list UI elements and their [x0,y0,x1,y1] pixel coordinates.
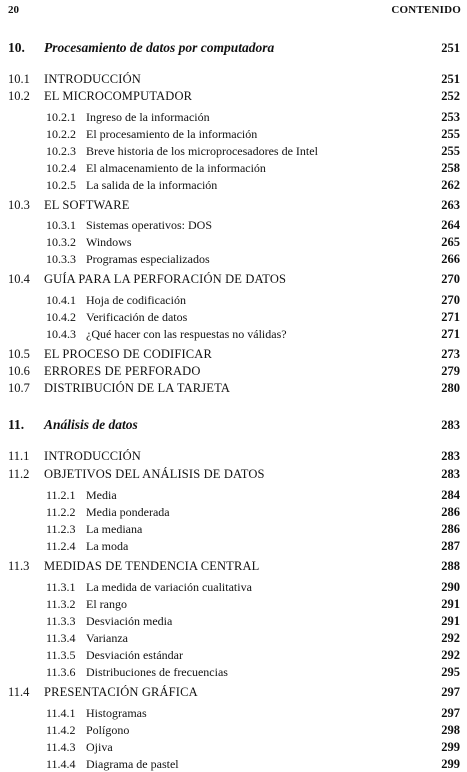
toc-entry-title: Sistemas operativos: DOS [86,218,212,232]
toc-entry-title: EL MICROCOMPUTADOR [44,89,193,103]
toc-sub-row [0,487,467,503]
toc-section-row [0,71,467,87]
toc-sub-row [0,251,467,267]
toc-entry-page: 298 [441,723,460,737]
toc-entry-number: 11.3.5 [46,648,76,662]
toc-entry-page: 291 [441,614,460,628]
toc-entry-title: Media [86,488,117,502]
toc-sub-row [0,647,467,663]
toc-chapter-row [0,417,467,433]
toc-sub-row [0,177,467,193]
toc-entry-number: 10.2 [8,89,30,103]
toc-entry-number: 10.4.2 [46,310,76,324]
toc-entry-number: 10.2.4 [46,161,76,175]
toc-entry-page: 266 [441,252,460,266]
toc-entry-page: 265 [441,235,460,249]
toc-entry-title: El almacenamiento de la información [86,161,266,175]
toc-section-row [0,88,467,104]
toc-entry-title: Diagrama de pastel [86,757,179,771]
toc-entry-number: 11.3.6 [46,665,76,679]
toc-entry-title: Desviación media [86,614,173,628]
toc-section-row [0,448,467,464]
toc-entry-title: La moda [86,539,129,553]
toc-entry-page: 283 [441,418,460,432]
toc-sub-row [0,739,467,755]
toc-sub-row [0,521,467,537]
toc-entry-page: 288 [441,559,460,573]
toc-entry-page: 251 [441,72,460,86]
toc-sub-row [0,234,467,250]
toc-entry-title: INTRODUCCIÓN [44,449,141,463]
toc-entry-title: PRESENTACIÓN GRÁFICA [44,685,198,699]
toc-entry-title: La salida de la información [86,178,218,192]
toc-entry-title: El rango [86,597,127,611]
toc-sub-row [0,664,467,680]
toc-section-row [0,363,467,379]
toc-entry-number: 11.4.3 [46,740,76,754]
toc-section-row [0,346,467,362]
toc-entry-number: 11.3.4 [46,631,76,645]
toc-entry-title: Hoja de codificación [86,293,186,307]
toc-entry-title: Media ponderada [86,505,170,519]
toc-entry-number: 11.4 [8,685,30,699]
toc-entry-title: Desviación estándar [86,648,183,662]
toc-entry-page: 290 [441,580,460,594]
toc-entry-title: MEDIDAS DE TENDENCIA CENTRAL [44,559,260,573]
toc-entry-number: 11.3.2 [46,597,76,611]
toc-sub-row [0,630,467,646]
toc-entry-page: 253 [441,110,460,124]
toc-section-row [0,558,467,574]
toc-entry-number: 11.2.2 [46,505,76,519]
toc-entry-title: ¿Qué hacer con las respuestas no válidas? [86,327,287,341]
toc-sub-row [0,722,467,738]
toc-entry-page: 292 [441,631,460,645]
toc-entry-number: 10.2.1 [46,110,76,124]
toc-entry-number: 10.5 [8,347,30,361]
page-number: 20 [8,4,19,16]
toc-entry-title: EL SOFTWARE [44,198,130,212]
toc-entry-page: 279 [441,364,460,378]
toc-entry-number: 10.1 [8,72,30,86]
toc-entry-page: 252 [441,89,460,103]
toc-sub-row [0,538,467,554]
toc-sub-row [0,109,467,125]
toc-entry-page: 287 [441,539,460,553]
toc-entry-page: 262 [441,178,460,192]
toc-entry-title: INTRODUCCIÓN [44,72,141,86]
toc-entry-page: 297 [441,685,460,699]
toc-entry-number: 10.7 [8,381,30,395]
toc-entry-title: Varianza [86,631,128,645]
toc-sub-row [0,217,467,233]
toc-entry-title: La mediana [86,522,143,536]
toc-sub-row [0,579,467,595]
toc-sub-row [0,613,467,629]
toc-entry-number: 11.4.1 [46,706,76,720]
toc-entry-number: 11.2 [8,467,30,481]
toc-entry-number: 11.3.3 [46,614,76,628]
toc-entry-page: 258 [441,161,460,175]
toc-entry-title: Procesamiento de datos por computadora [44,40,275,55]
toc-entry-number: 11.4.2 [46,723,76,737]
toc-sub-row [0,705,467,721]
toc-chapter-row [0,40,467,56]
toc-entry-page: 297 [441,706,460,720]
toc-entry-title: Histogramas [86,706,147,720]
toc-sub-row [0,160,467,176]
toc-entry-page: 299 [441,740,460,754]
toc-sub-row [0,756,467,772]
toc-entry-page: 299 [441,757,460,771]
toc-entry-number: 10.6 [8,364,30,378]
toc-sub-row [0,504,467,520]
toc-entry-number: 10.3 [8,198,30,212]
toc-entry-title: El procesamiento de la información [86,127,258,141]
toc-entry-number: 11. [8,417,25,432]
running-title: CONTENIDO [391,4,461,16]
page-header [8,4,461,20]
toc-entry-number: 10.2.3 [46,144,76,158]
toc-entry-number: 10.3.3 [46,252,76,266]
toc-sub-row [0,292,467,308]
toc-sub-row [0,126,467,142]
toc-entry-page: 292 [441,648,460,662]
toc-entry-title: Verificación de datos [86,310,188,324]
toc-entry-page: 263 [441,198,460,212]
toc-section-row [0,466,467,482]
toc-entry-number: 10.2.2 [46,127,76,141]
toc-sub-row [0,143,467,159]
toc-entry-page: 270 [441,293,460,307]
toc-entry-page: 291 [441,597,460,611]
toc-entry-title: OBJETIVOS DEL ANÁLISIS DE DATOS [44,467,265,481]
toc-entry-title: La medida de variación cualitativa [86,580,252,594]
toc-entry-page: 286 [441,522,460,536]
toc-entry-number: 10.4.3 [46,327,76,341]
toc-entry-title: Análisis de datos [44,417,138,432]
toc-entry-page: 273 [441,347,460,361]
toc-entry-page: 271 [441,310,460,324]
toc-entry-page: 271 [441,327,460,341]
toc-entry-number: 11.2.4 [46,539,76,553]
toc-entry-number: 10.3.1 [46,218,76,232]
toc-entry-number: 11.2.3 [46,522,76,536]
toc-entry-title: Breve historia de los microprocesadores de Intel [86,144,318,158]
toc-entry-number: 10.2.5 [46,178,76,192]
toc-entry-number: 11.2.1 [46,488,76,502]
toc-entry-number: 11.4.4 [46,757,76,771]
toc-entry-title: Programas especializados [86,252,210,266]
toc-entry-page: 280 [441,381,460,395]
toc-section-row [0,380,467,396]
toc-sub-row [0,326,467,342]
toc-entry-page: 270 [441,272,460,286]
toc-section-row [0,271,467,287]
toc-entry-title: GUÍA PARA LA PERFORACIÓN DE DATOS [44,272,287,286]
toc-section-row [0,684,467,700]
toc-entry-number: 11.1 [8,449,30,463]
toc-entry-page: 255 [441,144,460,158]
toc-entry-number: 10. [8,40,25,55]
toc-entry-number: 10.4 [8,272,30,286]
toc-entry-title: Distribuciones de frecuencias [86,665,228,679]
toc-entry-title: Windows [86,235,132,249]
toc-entry-number: 11.3 [8,559,30,573]
toc-sub-row [0,596,467,612]
toc-section-row [0,197,467,213]
toc-entry-page: 251 [441,41,460,55]
toc-entry-number: 11.3.1 [46,580,76,594]
toc-entry-page: 264 [441,218,460,232]
toc-entry-page: 283 [441,449,460,463]
toc-sub-row [0,309,467,325]
toc-entry-title: ERRORES DE PERFORADO [44,364,201,378]
toc-entry-title: Ingreso de la información [86,110,210,124]
toc-entry-page: 255 [441,127,460,141]
toc-entry-title: Ojiva [86,740,113,754]
toc-entry-number: 10.3.2 [46,235,76,249]
toc-entry-title: EL PROCESO DE CODIFICAR [44,347,212,361]
toc-entry-number: 10.4.1 [46,293,76,307]
toc-entry-title: Polígono [86,723,130,737]
toc-entry-page: 284 [441,488,460,502]
toc-entry-title: DISTRIBUCIÓN DE LA TARJETA [44,381,231,395]
toc-entry-page: 286 [441,505,460,519]
toc-entry-page: 295 [441,665,460,679]
toc-entry-page: 283 [441,467,460,481]
